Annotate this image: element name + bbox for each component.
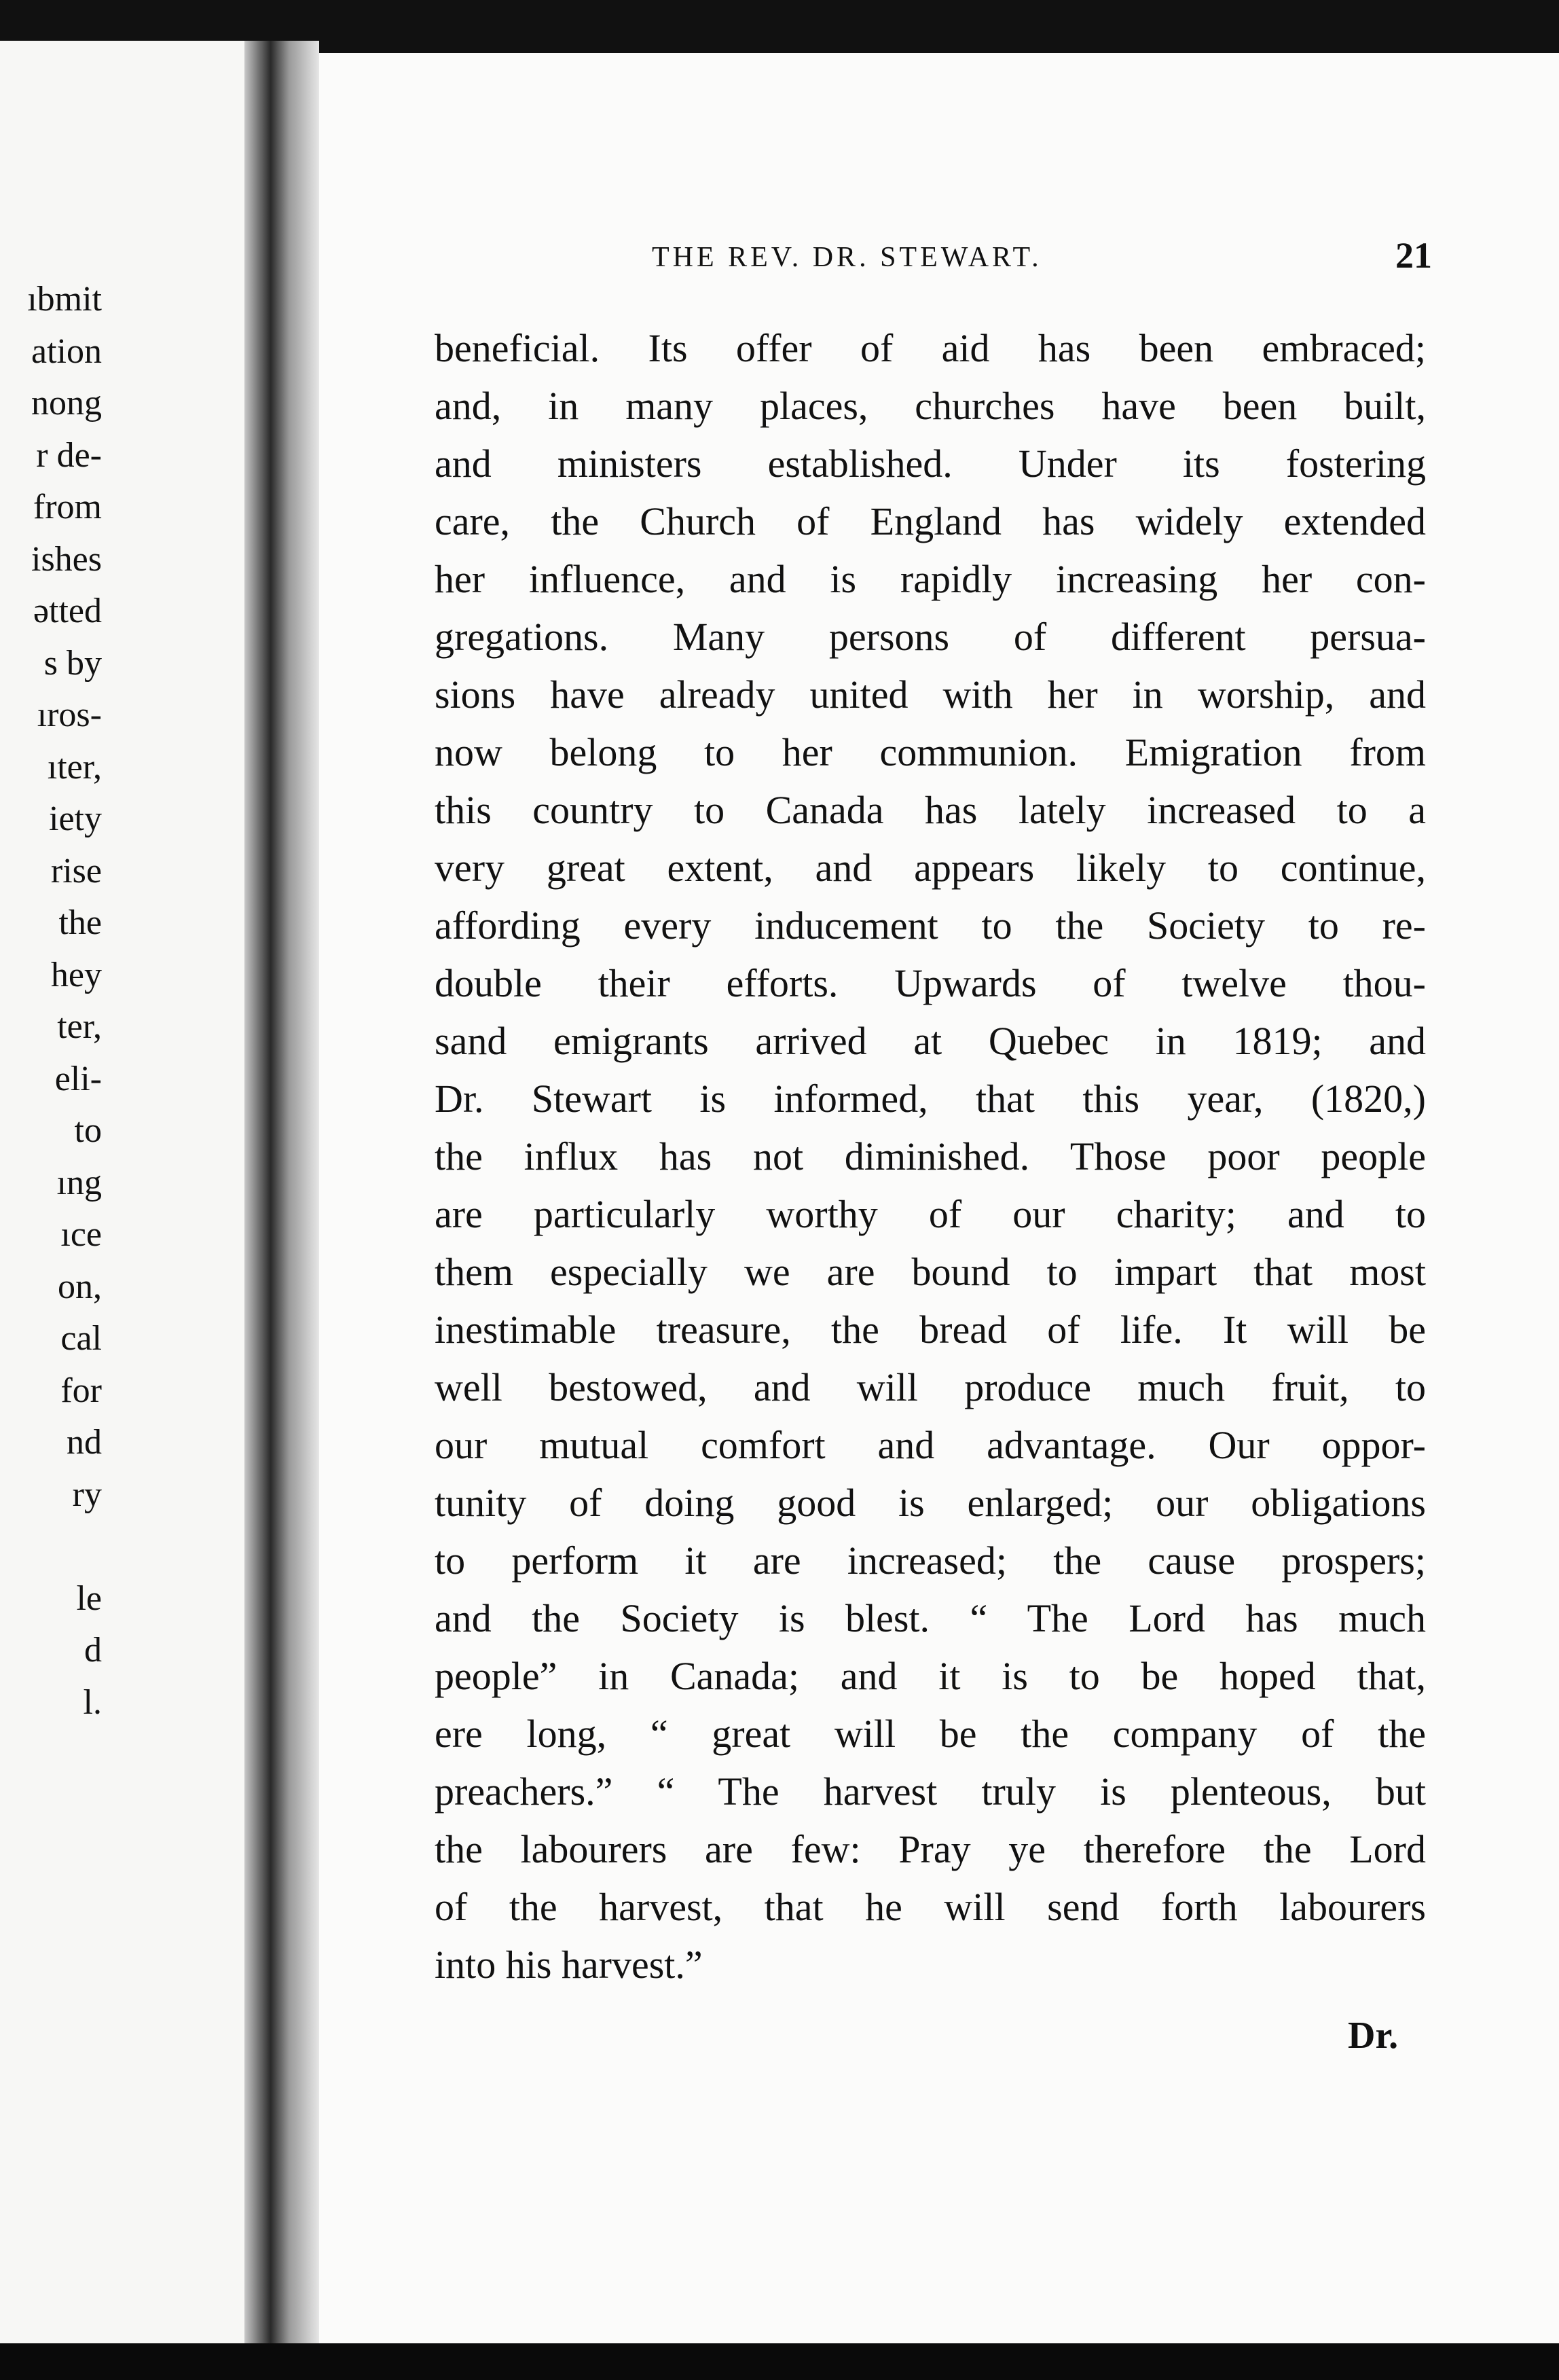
left-page-fragment: ter, — [57, 1007, 102, 1046]
text-line: them especially we are bound to impart that most — [435, 1250, 1426, 1294]
text-line: our mutual comfort and advantage. Our oppor- — [435, 1423, 1426, 1467]
text-line: to perform it are increased; the cause prospers; — [435, 1538, 1426, 1583]
text-line: well bestowed, and will produce much fruit, to — [435, 1365, 1426, 1409]
facing-page-left — [0, 41, 244, 2343]
text-line: care, the Church of England has widely extended — [435, 499, 1426, 543]
text-line: and the Society is blest. “ The Lord has much — [435, 1596, 1426, 1640]
left-page-fragment: cal — [60, 1319, 102, 1358]
scan-bottom-edge — [0, 2343, 1559, 2380]
left-page-fragment: ıng — [56, 1163, 102, 1202]
left-page-fragment: for — [60, 1371, 102, 1410]
text-line: sand emigrants arrived at Quebec in 1819; and — [435, 1019, 1426, 1063]
left-page-fragment: from — [33, 488, 102, 526]
running-head: THE REV. DR. STEWART. — [652, 242, 1042, 273]
text-line: Dr. Stewart is informed, that this year, (1820,) — [435, 1077, 1426, 1121]
left-page-fragment: ıter, — [47, 747, 102, 787]
text-line: affording every inducement to the Society to re- — [435, 903, 1426, 948]
text-line: the influx has not diminished. Those poor people — [435, 1134, 1426, 1178]
text-line: ere long, “ great will be the company of the — [435, 1712, 1426, 1756]
left-page-fragment: the — [58, 903, 102, 942]
text-line: gregations. Many persons of different persua- — [435, 615, 1426, 659]
text-line: and, in many places, churches have been built, — [435, 384, 1426, 428]
left-page-fragment: hey — [50, 955, 102, 994]
left-page-fragment: iety — [49, 799, 102, 838]
page-number: 21 — [1395, 235, 1432, 276]
text-line: now belong to her communion. Emigration from — [435, 730, 1426, 774]
left-page-fragment: l. — [83, 1682, 102, 1722]
body-paragraph — [435, 319, 1426, 1994]
left-page-fragment: nd — [67, 1423, 102, 1462]
text-line: and ministers established. Under its fostering — [435, 441, 1426, 486]
left-page-fragment: r de- — [36, 435, 102, 475]
left-page-fragment: s by — [43, 643, 102, 683]
left-page-fragment: on, — [58, 1267, 102, 1306]
text-line: double their efforts. Upwards of twelve thou- — [435, 961, 1426, 1005]
text-line: are particularly worthy of our charity; and to — [435, 1192, 1426, 1236]
text-line: this country to Canada has lately increased to a — [435, 788, 1426, 832]
text-line: into his harvest.” — [435, 1943, 703, 1987]
text-line: her influence, and is rapidly increasing her con- — [435, 557, 1426, 601]
left-page-fragment: ry — [72, 1475, 102, 1514]
left-page-fragment: eli- — [54, 1059, 102, 1098]
left-page-fragment: to — [74, 1111, 102, 1150]
text-line: beneficial. Its offer of aid has been embraced; — [435, 326, 1426, 370]
text-line: tunity of doing good is enlarged; our obligations — [435, 1481, 1426, 1525]
book-gutter — [244, 41, 319, 2343]
left-page-fragment: ətted — [33, 592, 102, 630]
catchword: Dr. — [1348, 2015, 1399, 2057]
text-line: the labourers are few: Pray ye therefore the Lord — [435, 1827, 1426, 1871]
left-page-fragment: rise — [50, 851, 102, 890]
left-page-fragment: nong — [31, 384, 102, 422]
text-line: people” in Canada; and it is to be hoped that, — [435, 1654, 1426, 1698]
left-page-fragment: d — [84, 1631, 102, 1670]
text-line: very great extent, and appears likely to continue, — [435, 846, 1426, 890]
left-page-fragment: ishes — [31, 539, 102, 579]
text-line: inestimable treasure, the bread of life. It will be — [435, 1308, 1426, 1352]
left-page-fragment: ıce — [60, 1215, 102, 1254]
left-page-fragment: le — [76, 1579, 102, 1618]
text-line: sions have already united with her in worship, and — [435, 672, 1426, 717]
left-page-fragment: ıros- — [37, 696, 102, 734]
left-page-fragment: ıbmit — [27, 280, 102, 319]
text-line: preachers.” “ The harvest truly is plenteous, but — [435, 1769, 1426, 1814]
text-line: of the harvest, that he will send forth labourers — [435, 1885, 1426, 1929]
left-page-fragment: ation — [31, 331, 102, 371]
